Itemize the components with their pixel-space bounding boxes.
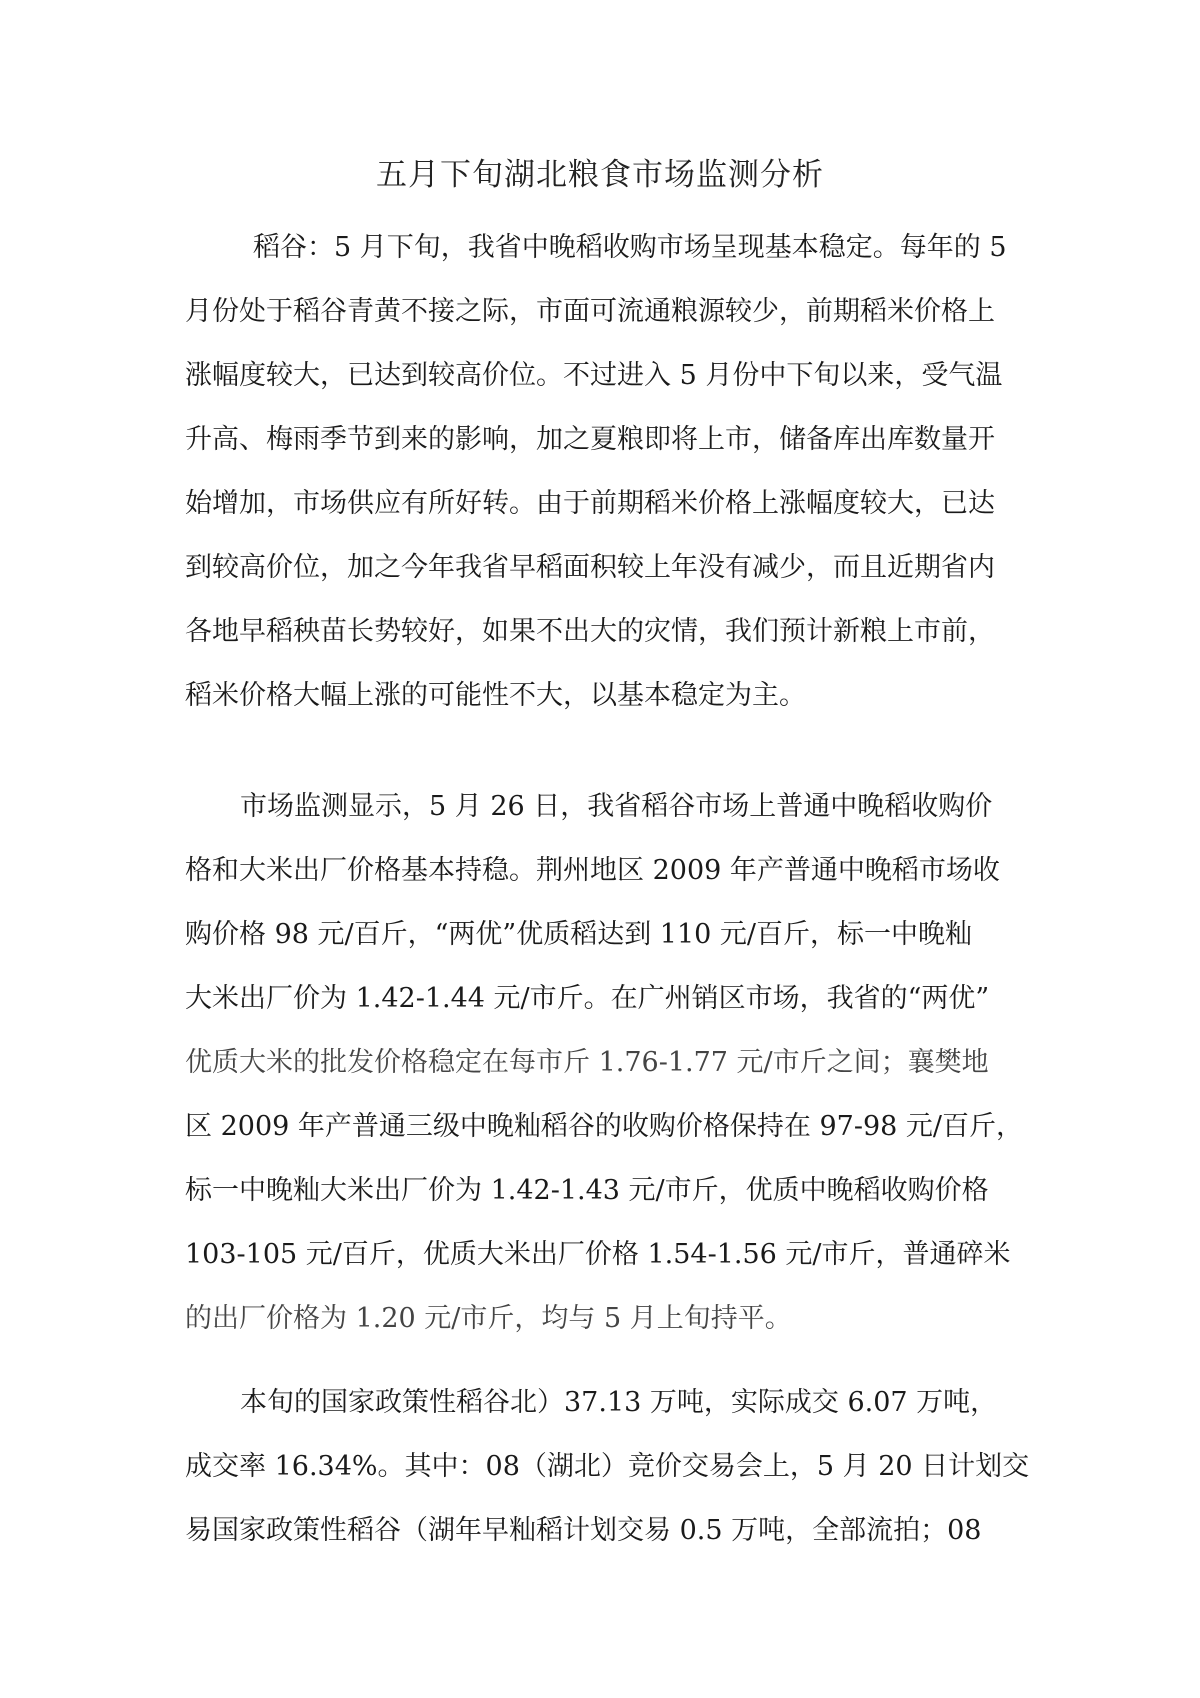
paragraph-line: 月份处于稻谷青黄不接之际，市面可流通粮源较少，前期稻米价格上 [185,296,995,327]
paragraph-line: 大米出厂价为 1.42-1.44 元/市斤。在广州销区市场，我省的“两优” [185,983,990,1014]
paragraph-line: 购价格 98 元/百斤，“两优”优质稻达到 110 元/百斤，标一中晚籼 [185,919,973,950]
paragraph-market-monitoring [185,775,1023,1351]
paragraph-rice-overview [185,216,1023,728]
paragraph-line: 本旬的国家政策性稻谷北）37.13 万吨，实际成交 6.07 万吨， [240,1387,998,1418]
paragraph-line: 标一中晚籼大米出厂价为 1.42-1.43 元/市斤，优质中晚稻收购价格 [185,1175,989,1206]
paragraph-line: 格和大米出厂价格基本持稳。荆州地区 2009 年产普通中晚稻市场收 [185,855,1000,886]
paragraph-line: 易国家政策性稻谷（湖年早籼稻计划交易 0.5 万吨，全部流拍；08 [185,1515,982,1546]
paragraph-line: 升高、梅雨季节到来的影响，加之夏粮即将上市，储备库出库数量开 [185,424,995,455]
paragraph-line: 稻米价格大幅上涨的可能性不大，以基本稳定为主。 [185,680,806,711]
paragraph-line: 优质大米的批发价格稳定在每市斤 1.76-1.77 元/市斤之间；襄樊地 [185,1047,989,1078]
paragraph-line: 始增加，市场供应有所好转。由于前期稻米价格上涨幅度较大，已达 [185,488,995,519]
paragraph-policy-auction [185,1371,1030,1563]
paragraph-line: 涨幅度较大，已达到较高价位。不过进入 5 月份中下旬以来，受气温 [185,360,1003,391]
paragraph-line: 103-105 元/百斤，优质大米出厂价格 1.54-1.56 元/市斤，普通碎米 [185,1239,1011,1270]
paragraph-line: 稻谷：5 月下旬，我省中晚稻收购市场呈现基本稳定。每年的 5 [253,232,1007,263]
paragraph-line: 到较高价位，加之今年我省早稻面积较上年没有减少，而且近期省内 [185,552,995,583]
paragraph-line: 市场监测显示，5 月 26 日，我省稻谷市场上普通中晚稻收购价 [240,791,993,822]
paragraph-line: 区 2009 年产普通三级中晚籼稻谷的收购价格保持在 97-98 元/百斤， [185,1111,1023,1142]
paragraph-line: 的出厂价格为 1.20 元/市斤，均与 5 月上旬持平。 [185,1303,792,1334]
paragraph-line: 各地早稻秧苗长势较好，如果不出大的灾情，我们预计新粮上市前， [185,616,995,647]
document-title: 五月下旬湖北粮食市场监测分析 [376,157,824,193]
paragraph-line: 成交率 16.34%。其中：08（湖北）竞价交易会上，5 月 20 日计划交 [185,1451,1030,1482]
